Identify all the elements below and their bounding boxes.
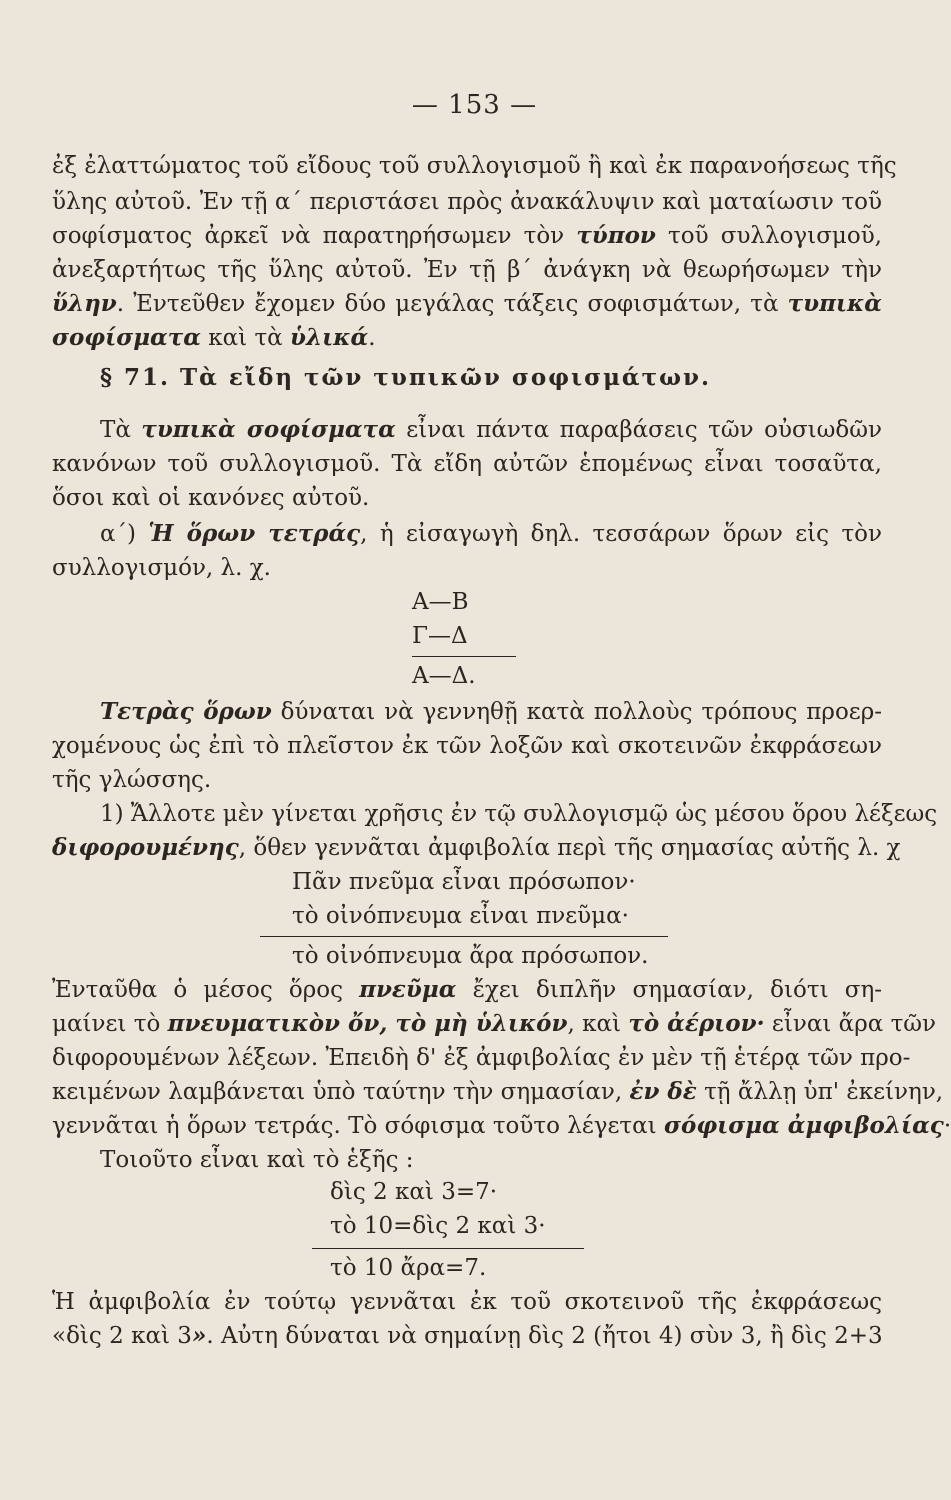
text-run: δύναται νὰ γεννηθῇ κατὰ πολλοὺς τρόπους προερ- <box>271 699 882 725</box>
text-line: Ἡ ἀμφιβολία ἐν τούτῳ γεννᾶται ἐκ τοῦ σκοτεινοῦ τῆς ἐκφράσεως <box>52 1289 882 1315</box>
text-run: . Ἐντεῦθεν ἔχομεν δύο μεγάλας τάξεις σοφισμάτων, τὰ <box>116 291 788 317</box>
text-line: τὸ οἰνόπνευμα εἶναι πνεῦμα· <box>292 903 629 929</box>
text-line: Τοιοῦτο εἶναι καὶ τὸ ἑξῆς : <box>100 1147 414 1173</box>
emphasized-text: πνευματικὸν ὄν, τὸ μὴ ὑλικόν <box>167 1010 568 1037</box>
text-line <box>100 696 882 728</box>
text-line: ἐξ ἐλαττώματος τοῦ εἴδους τοῦ συλλογισμοῦ ἢ καὶ ἐκ παρανοήσεως τῆς <box>52 153 897 179</box>
emphasized-text: πνεῦμα <box>359 976 457 1003</box>
text-run: εἶναι ἄρα τῶν <box>764 1011 937 1037</box>
text-run: κειμένων λαμβάνεται ὑπὸ ταύτην τὴν σημασίαν, <box>52 1079 630 1105</box>
text-line <box>52 832 901 864</box>
text-run: α΄) <box>100 521 149 547</box>
emphasized-text: τυπικὰ σοφίσματα <box>141 416 396 443</box>
text-line <box>100 518 882 550</box>
text-line: ἀνεξαρτήτως τῆς ὕλης αὐτοῦ. Ἐν τῇ β΄ ἀνάγκη νὰ θεωρήσωμεν τὴν <box>52 257 882 283</box>
text-line <box>52 1320 882 1352</box>
emphasized-text: ὕλην <box>52 290 117 317</box>
text-line: τὸ 10 ἄρα=7. <box>330 1255 487 1281</box>
text-run: . Αὐτη δύναται νὰ σημαίνῃ δὶς 2 (ἤτοι 4) σὺν 3, ἢ δὶς 2+3 <box>206 1323 883 1349</box>
text-line: ὅσοι καὶ οἱ κανόνες αὐτοῦ. <box>52 485 370 511</box>
text-line <box>52 1008 937 1040</box>
text-run: εἶναι πάντα παραβάσεις τῶν οὐσιωδῶν <box>395 417 883 443</box>
text-line <box>52 322 882 354</box>
text-line: τὸ 10=δὶς 2 καὶ 3· <box>330 1213 546 1239</box>
page-number: — 153 — <box>411 90 538 120</box>
text-line: δὶς 2 καὶ 3=7· <box>330 1179 498 1205</box>
text-run: τῇ ἄλλῃ ὑπ' ἐκείνην, <box>696 1079 944 1105</box>
emphasized-text: Ἡ ὅρων τετράς <box>148 520 361 547</box>
emphasized-text: σοφίσματα <box>52 324 201 351</box>
text-run: τοῦ συλλογισμοῦ, <box>655 223 882 249</box>
text-run: Ἐνταῦθα ὁ μέσος ὅρος <box>52 977 360 1003</box>
text-run: «δὶς 2 καὶ 3 <box>52 1323 192 1349</box>
emphasized-text: Τετρὰς ὅρων <box>100 698 272 725</box>
syllogism-rule-1 <box>412 656 516 657</box>
text-line: ὕλης αὐτοῦ. Ἐν τῇ α΄ περιστάσει πρὸς ἀνακάλυψιν καὶ ματαίωσιν τοῦ <box>52 189 882 215</box>
text-run: ἔχει διπλῆν σημασίαν, διότι ση- <box>456 977 883 1003</box>
emphasized-text: σόφισμα ἀμφιβολίας <box>664 1112 944 1139</box>
text-line: Α—Β <box>412 589 469 615</box>
syllogism-rule-2 <box>260 936 668 937</box>
text-run: γεννᾶται ἡ ὅρων τετράς. Τὸ σόφισμα τοῦτο λέγεται <box>52 1113 665 1139</box>
text-line <box>52 1076 944 1108</box>
emphasized-text: ὑλικά <box>290 324 369 351</box>
text-run: . <box>368 325 376 351</box>
text-run: , ὅθεν γεννᾶται ἀμφιβολία περὶ τῆς σημασίας αὐτῆς λ. χ <box>238 835 901 861</box>
text-line: Α—Δ. <box>412 663 476 689</box>
text-run: , ἡ εἰσαγωγὴ δηλ. τεσσάρων ὅρων εἰς τὸν <box>360 521 882 547</box>
text-run: , καὶ <box>567 1011 629 1037</box>
text-line: τῆς γλώσσης. <box>52 767 212 793</box>
text-line: κανόνων τοῦ συλλογισμοῦ. Τὰ εἴδη αὐτῶν ἑπομένως εἶναι τοσαῦτα, <box>52 451 882 477</box>
text-run: καὶ τὰ <box>200 325 291 351</box>
text-run: μαίνει τὸ <box>52 1011 168 1037</box>
text-line: συλλογισμόν, λ. χ. <box>52 555 271 581</box>
text-run: σοφίσματος ἀρκεῖ νὰ παρατηρήσωμεν τὸν <box>52 223 577 249</box>
emphasized-text: ἐν δὲ <box>629 1078 697 1105</box>
text-line: § 71. Τὰ εἴδη τῶν τυπικῶν σοφισμάτων. <box>100 364 711 391</box>
text-run: · <box>943 1113 951 1139</box>
text-line: διφορουμένων λέξεων. Ἐπειδὴ δ' ἐξ ἀμφιβολίας ἐν μὲν τῇ ἑτέρᾳ τῶν προ- <box>52 1045 911 1071</box>
syllogism-rule-3 <box>312 1248 584 1249</box>
text-run: Τὰ <box>100 417 142 443</box>
emphasized-text: τύπον <box>576 222 656 249</box>
text-line: Πᾶν πνεῦμα εἶναι πρόσωπον· <box>292 869 636 895</box>
text-line <box>52 974 882 1006</box>
emphasized-text: τὸ ἀέριον· <box>628 1010 765 1037</box>
emphasized-text: διφορουμένης <box>52 834 239 861</box>
text-line <box>52 1110 951 1142</box>
emphasized-text: » <box>191 1322 207 1349</box>
text-line: Γ—Δ <box>412 623 468 649</box>
text-line <box>52 220 882 252</box>
text-line <box>100 414 882 446</box>
text-line: τὸ οἰνόπνευμα ἄρα πρόσωπον. <box>292 943 649 969</box>
text-line: 1) Ἄλλοτε μὲν γίνεται χρῆσις ἐν τῷ συλλογισμῷ ὡς μέσου ὅρου λέξεως <box>100 801 938 827</box>
text-line <box>52 288 882 320</box>
emphasized-text: τυπικὰ <box>787 290 882 317</box>
text-line: χομένους ὡς ἐπὶ τὸ πλεῖστον ἐκ τῶν λοξῶν καὶ σκοτεινῶν ἐκφράσεων <box>52 733 882 759</box>
